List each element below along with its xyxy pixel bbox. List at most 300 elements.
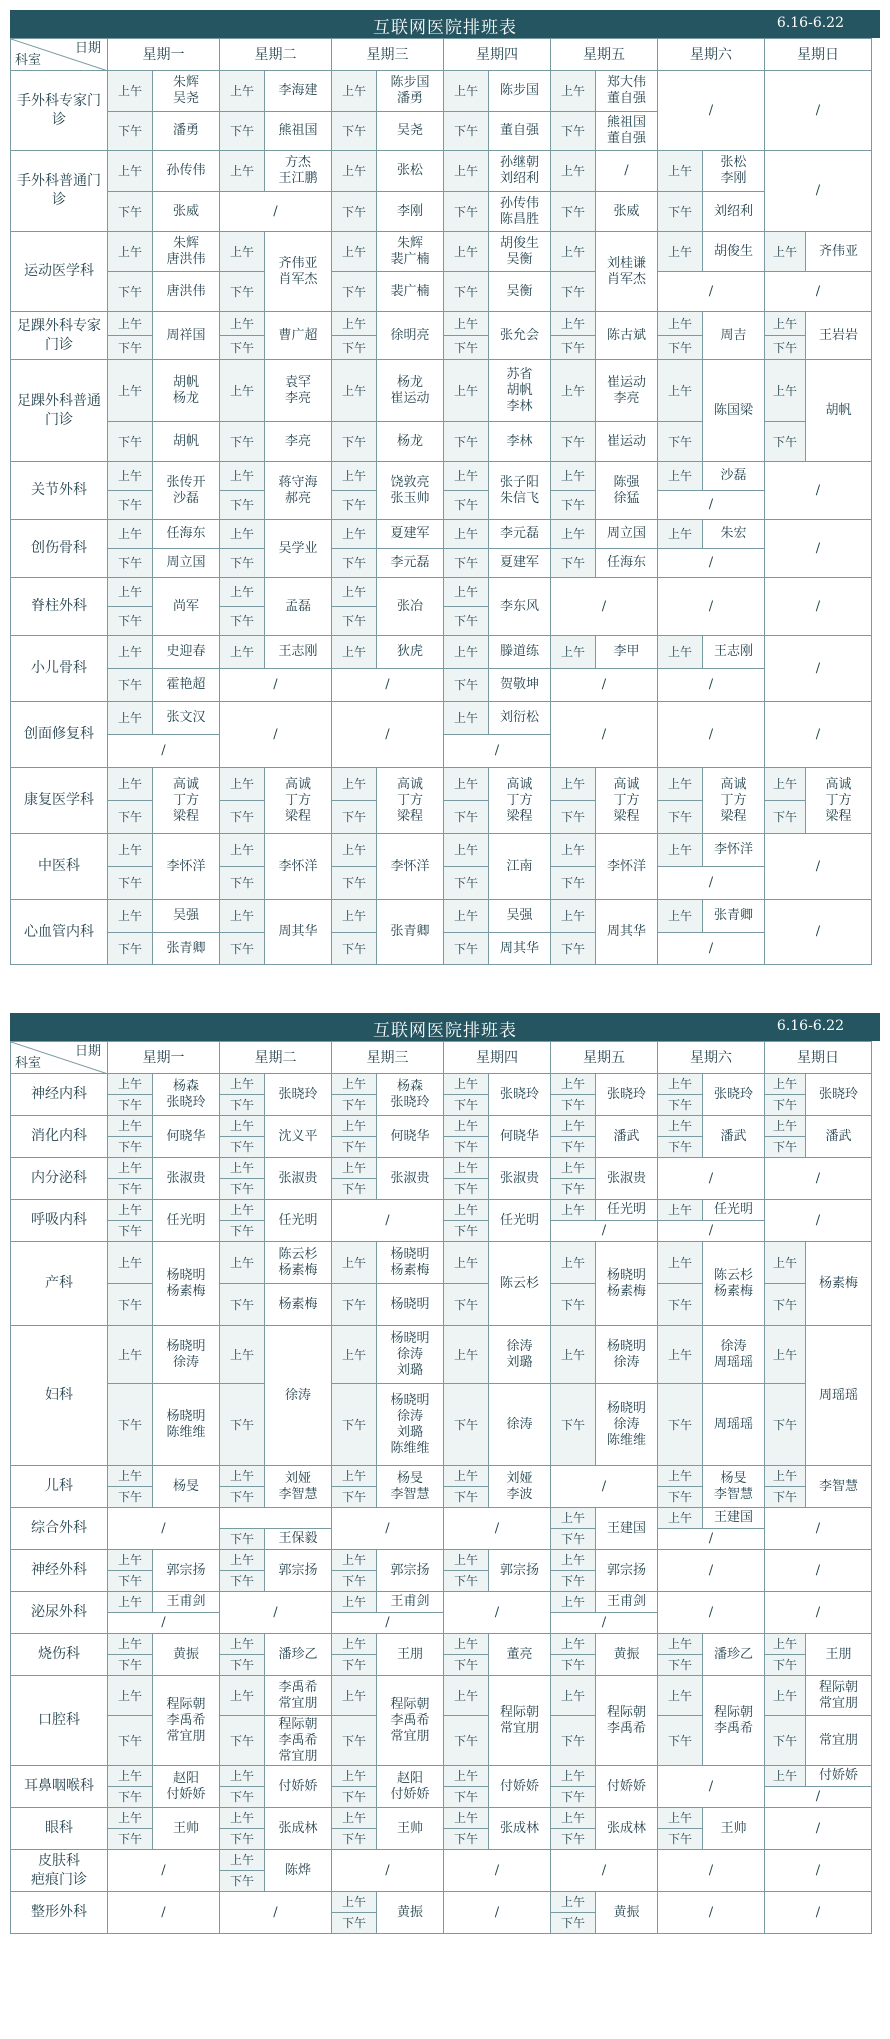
doctor-names: 尚军 [153,578,220,636]
no-schedule-cell: / [220,702,332,768]
session-am: 上午 [658,360,703,422]
session-am: 上午 [444,1808,489,1829]
day-header: 星期二 [220,1042,332,1074]
doctor-names: 滕道练 [489,636,551,669]
dept-name: 神经外科 [11,1550,108,1592]
doctor-names: 潘珍乙 [265,1634,332,1676]
no-schedule-cell: / [765,272,872,312]
doctor-names: 潘武 [596,1116,658,1158]
doctor-names: 张子阳 朱信飞 [489,462,551,520]
session-am: 上午 [220,360,265,422]
session-pm: 下午 [658,1716,703,1766]
session-pm: 下午 [658,801,703,834]
dept-row-am [11,312,872,336]
no-schedule-cell: / [765,702,872,768]
doctor-names: 黄振 [153,1634,220,1676]
doctor-names: 王甫剑 [596,1592,658,1613]
session-am: 上午 [551,312,596,336]
session-am: 上午 [220,1158,265,1179]
doctor-names: 胡帆 [153,422,220,462]
session-pm: 下午 [332,336,377,360]
doctor-names: 张成林 [596,1808,658,1850]
session-am: 上午 [332,1634,377,1655]
session-am: 上午 [551,151,596,192]
doctor-names: 饶敦亮 张玉帅 [377,462,444,520]
session-am: 上午 [658,1808,703,1829]
session-am: 上午 [444,768,489,801]
doctor-names: 杨晓明 徐涛 [596,1326,658,1384]
doctor-names: 杨晓明 杨素梅 [377,1242,444,1284]
no-schedule-cell: / [658,1529,765,1550]
doctor-names: 张淑贵 [377,1158,444,1200]
doctor-names: 张晓玲 [806,1074,872,1116]
session-am: 上午 [551,1550,596,1571]
session-am: 上午 [108,1676,153,1716]
doctor-names: 常宜朋 [806,1716,872,1766]
session-am: 上午 [220,578,265,607]
no-schedule-cell: / [765,1550,872,1592]
session-pm: 下午 [444,1655,489,1676]
dept-row-am [11,462,872,491]
no-schedule-cell: / [765,151,872,232]
session-pm: 下午 [108,1571,153,1592]
doctor-names: / [596,151,658,192]
doctor-names: 陈烨 [265,1850,332,1892]
session-am: 上午 [332,1766,377,1787]
session-am: 上午 [551,1326,596,1384]
doctor-names: 陈步国 [489,71,551,112]
no-schedule-cell: / [220,192,332,232]
session-am: 上午 [220,71,265,112]
session-am: 上午 [108,462,153,491]
schedule-table-2 [10,1041,872,1934]
session-pm: 下午 [108,1787,153,1808]
session-am: 上午 [220,1200,265,1221]
no-schedule-cell: / [444,1850,551,1892]
no-schedule-cell: / [658,1221,765,1242]
doctor-names: 朱辉 吴尧 [153,71,220,112]
no-schedule-cell: / [444,1508,551,1550]
doctor-names: 赵阳 付娇娇 [377,1766,444,1808]
dept-row-am [11,1676,872,1716]
session-am: 上午 [551,1766,596,1787]
doctor-names: 陈步国 潘勇 [377,71,444,112]
session-pm: 下午 [108,1655,153,1676]
dept-row-am [11,1466,872,1487]
doctor-names: 王帅 [377,1808,444,1850]
doctor-names: 杨旻 李智慧 [703,1466,765,1508]
doctor-names: 任光明 [265,1200,332,1242]
session-am: 上午 [444,1158,489,1179]
dept-name: 整形外科 [11,1892,108,1934]
no-schedule-cell: / [765,71,872,151]
session-am: 上午 [220,1466,265,1487]
doctor-names: 徐涛 [265,1326,332,1466]
session-pm: 下午 [765,801,806,834]
doctor-names: 周立国 [153,549,220,578]
dept-row-am [11,1074,872,1095]
doctor-names: 周瑶瑶 [806,1326,872,1466]
doctor-names: 杨旻 李智慧 [377,1466,444,1508]
doctor-names: 李东风 [489,578,551,636]
date-range: 6.16-6.22 [776,15,844,31]
doctor-names: 高诚 丁方 梁程 [596,768,658,834]
dept-row-am [11,834,872,867]
session-pm: 下午 [444,1284,489,1326]
session-am: 上午 [332,1326,377,1384]
corner-dept-label: 科室 [15,53,42,68]
doctor-names: 齐伟亚 肖军杰 [265,232,332,312]
doctor-names: 狄虎 [377,636,444,669]
doctor-names: 何晓华 [377,1116,444,1158]
doctor-names: 陈云杉 [489,1242,551,1326]
session-am: 上午 [551,636,596,669]
session-am: 上午 [444,702,489,735]
doctor-names: 高诚 丁方 梁程 [489,768,551,834]
doctor-names: 吴强 [153,900,220,933]
no-schedule-cell: / [765,834,872,900]
doctor-names: 张成林 [489,1808,551,1850]
session-am: 上午 [444,834,489,867]
session-pm: 下午 [444,112,489,151]
session-pm: 下午 [220,1529,265,1550]
doctor-names: 王建国 [703,1508,765,1529]
doctor-names: 郭宗扬 [153,1550,220,1592]
doctor-names: 张冶 [377,578,444,636]
doctor-names: 黄振 [377,1892,444,1934]
session-am: 上午 [551,1634,596,1655]
doctor-names: 付娇娇 [596,1766,658,1808]
session-pm: 下午 [444,422,489,462]
session-pm: 下午 [220,801,265,834]
session-pm: 下午 [220,1571,265,1592]
doctor-names: 付娇娇 [806,1766,872,1787]
session-pm: 下午 [551,272,596,312]
session-pm: 下午 [332,1137,377,1158]
session-pm: 下午 [765,1655,806,1676]
doctor-names: 潘珍乙 [703,1634,765,1676]
doctor-names: 郭宗扬 [596,1550,658,1592]
doctor-names: 何晓华 [489,1116,551,1158]
session-am: 上午 [551,71,596,112]
session-pm: 下午 [220,1137,265,1158]
doctor-names: 胡帆 杨龙 [153,360,220,422]
session-am: 上午 [765,360,806,422]
corner-cell [11,1042,108,1074]
session-pm: 下午 [220,491,265,520]
doctor-names: 程际朝 常宜朋 [489,1676,551,1766]
session-pm: 下午 [220,1384,265,1466]
session-pm: 下午 [444,607,489,636]
session-am: 上午 [108,1158,153,1179]
doctor-names: 朱宏 [703,520,765,549]
doctor-names: 黄振 [596,1634,658,1676]
doctor-names: 史迎春 [153,636,220,669]
session-pm: 下午 [332,1716,377,1766]
dept-row-pm [11,669,872,702]
doctor-names: 李怀洋 [703,834,765,867]
session-pm: 下午 [444,1179,489,1200]
session-pm: 下午 [108,1487,153,1508]
doctor-names: 周祥国 [153,312,220,360]
doctor-names: 郭宗扬 [265,1550,332,1592]
doctor-names: 张青卿 [703,900,765,933]
doctor-names: 潘勇 [153,112,220,151]
doctor-names: 陈强 徐猛 [596,462,658,520]
doctor-names: 张威 [153,192,220,232]
doctor-names: 周其华 [489,933,551,965]
session-pm: 下午 [332,933,377,965]
doctor-names: 杨森 张晓玲 [153,1074,220,1116]
session-pm: 下午 [220,1829,265,1850]
doctor-names: 苏省 胡帆 李林 [489,360,551,422]
dept-name: 中医科 [11,834,108,900]
doctor-names: 周瑶瑶 [703,1384,765,1466]
doctor-names: 熊祖国 董自强 [596,112,658,151]
doctor-names: 杨晓明 杨素梅 [596,1242,658,1326]
session-pm: 下午 [444,933,489,965]
session-am: 上午 [658,1508,703,1529]
session-pm: 下午 [332,1571,377,1592]
session-am: 上午 [332,1550,377,1571]
session-am: 上午 [658,834,703,867]
dept-name: 足踝外科专家门诊 [11,312,108,360]
session-pm: 下午 [444,801,489,834]
doctor-names: 张威 [596,192,658,232]
doctor-names: 程际朝 李禹希 常宜朋 [265,1716,332,1766]
session-pm: 下午 [108,1095,153,1116]
session-am: 上午 [444,1634,489,1655]
session-pm: 下午 [220,549,265,578]
doctor-names: 王甫剑 [153,1592,220,1613]
session-pm: 下午 [444,1137,489,1158]
no-schedule-cell: / [658,71,765,151]
day-header: 星期日 [765,1042,872,1074]
doctor-names: 李元磊 [377,549,444,578]
session-pm: 下午 [444,1571,489,1592]
doctor-names: 杨龙 [377,422,444,462]
doctor-names: 李刚 [377,192,444,232]
no-schedule-cell: / [332,1200,444,1242]
doctor-names: 刘绍利 [703,192,765,232]
session-am: 上午 [332,636,377,669]
doctor-names: 李禹希 常宜朋 [265,1676,332,1716]
no-schedule-cell: / [658,702,765,768]
doctor-names: 王帅 [153,1808,220,1850]
no-schedule-cell: / [658,669,765,702]
doctor-names: 周其华 [265,900,332,965]
doctor-names: 张淑贵 [153,1158,220,1200]
doctor-names: 董亮 [489,1634,551,1676]
session-pm: 下午 [332,1487,377,1508]
session-am: 上午 [108,1550,153,1571]
doctor-names: 蒋守海 郝亮 [265,462,332,520]
doctor-names: 李海建 [265,71,332,112]
doctor-names: 李甲 [596,636,658,669]
doctor-names: 熊祖国 [265,112,332,151]
no-schedule-cell: / [551,1850,658,1892]
session-am: 上午 [444,636,489,669]
doctor-names: 郑大伟 董自强 [596,71,658,112]
session-pm: 下午 [551,1179,596,1200]
session-am: 上午 [108,1634,153,1655]
session-am: 上午 [220,232,265,272]
doctor-names: 徐明亮 [377,312,444,360]
session-pm: 下午 [444,1384,489,1466]
session-pm: 下午 [444,192,489,232]
session-am: 上午 [332,768,377,801]
doctor-names: 胡俊生 [703,232,765,272]
session-am: 上午 [332,232,377,272]
page-title: 互联网医院排班表 [373,18,517,38]
doctor-names: 胡俊生 吴衡 [489,232,551,272]
no-schedule-cell: / [332,702,444,768]
corner-date-label: 日期 [74,1044,101,1059]
session-am: 上午 [658,1200,703,1221]
no-schedule-cell: / [551,669,658,702]
session-pm: 下午 [551,549,596,578]
schedule-table-1 [10,38,872,965]
session-pm: 下午 [108,491,153,520]
session-pm: 下午 [658,1487,703,1508]
no-schedule-cell: / [658,1550,765,1592]
doctor-names: 程际朝 李禹希 [596,1676,658,1766]
dept-row-am [11,578,872,607]
session-am: 上午 [108,1808,153,1829]
doctor-names: 付娇娇 [489,1766,551,1808]
doctor-names: 陈云杉 杨素梅 [703,1242,765,1326]
session-am: 上午 [444,1676,489,1716]
no-schedule-cell: / [332,1850,444,1892]
session-pm: 下午 [332,1384,377,1466]
session-pm: 下午 [332,272,377,312]
dept-row-pm [11,272,872,312]
session-am: 上午 [444,232,489,272]
no-schedule-cell: / [108,735,220,768]
dept-row-am [11,900,872,933]
session-am: 上午 [765,1676,806,1716]
doctor-names: 程际朝 李禹希 常宜朋 [153,1676,220,1766]
session-am: 上午 [658,1634,703,1655]
day-header: 星期一 [108,1042,220,1074]
doctor-names: 杨晓明 徐涛 刘璐 陈维维 [377,1384,444,1466]
session-pm: 下午 [765,1384,806,1466]
session-am: 上午 [332,1466,377,1487]
session-am: 上午 [658,1466,703,1487]
doctor-names: 王志刚 [703,636,765,669]
dept-row-am [11,1242,872,1284]
doctor-names: 刘娅 李智慧 [265,1466,332,1508]
session-pm: 下午 [765,1487,806,1508]
session-am: 上午 [332,1158,377,1179]
session-pm: 下午 [551,1284,596,1326]
doctor-names: 杨晓明 徐涛 [153,1326,220,1384]
no-schedule-cell: / [108,1892,220,1934]
session-pm: 下午 [551,1571,596,1592]
session-pm: 下午 [444,272,489,312]
doctor-names: 郭宗扬 [489,1550,551,1592]
session-am: 上午 [108,1592,153,1613]
session-am: 上午 [658,1326,703,1384]
dept-name: 创面修复科 [11,702,108,768]
doctor-names: 高诚 丁方 梁程 [153,768,220,834]
session-am: 上午 [444,1200,489,1221]
doctor-names: 夏建军 [377,520,444,549]
no-schedule-cell: / [658,578,765,636]
session-am: 上午 [108,636,153,669]
session-am: 上午 [220,312,265,336]
doctor-names: 吴强 [489,900,551,933]
no-schedule-cell: / [765,462,872,520]
dept-name: 关节外科 [11,462,108,520]
doctor-names: 吴学业 [265,520,332,578]
no-schedule-cell: / [220,669,332,702]
no-schedule-cell: / [332,1613,444,1634]
doctor-names: 张淑贵 [265,1158,332,1200]
dept-row-am [11,151,872,192]
session-am: 上午 [765,1326,806,1384]
session-pm: 下午 [108,549,153,578]
no-schedule-cell: / [220,1592,332,1634]
session-pm: 下午 [551,1787,596,1808]
doctor-names: 周吉 [703,312,765,360]
no-schedule-cell: / [658,272,765,312]
session-am: 上午 [220,1634,265,1655]
session-pm: 下午 [444,1829,489,1850]
session-am: 上午 [332,1592,377,1613]
session-am: 上午 [220,1242,265,1284]
session-am: 上午 [108,834,153,867]
session-am: 上午 [444,1766,489,1787]
session-am: 上午 [444,900,489,933]
session-am: 上午 [551,1200,596,1221]
session-am: 上午 [551,1116,596,1137]
dept-name: 烧伤科 [11,1634,108,1676]
session-pm: 下午 [332,192,377,232]
session-pm: 下午 [551,112,596,151]
session-am: 上午 [658,1116,703,1137]
session-pm: 下午 [551,867,596,900]
doctor-names: 崔运动 李亮 [596,360,658,422]
doctor-names: 陈国梁 [703,360,765,462]
session-pm: 下午 [332,549,377,578]
session-pm: 下午 [444,867,489,900]
doctor-names: 张允会 [489,312,551,360]
no-schedule-cell: / [765,578,872,636]
session-pm: 下午 [332,112,377,151]
session-am: 上午 [332,360,377,422]
dept-row-am [11,520,872,549]
doctor-names: 任海东 [596,549,658,578]
session-am: 上午 [220,1850,265,1871]
session-pm: 下午 [551,1095,596,1116]
session-pm: 下午 [108,801,153,834]
doctor-names: 任海东 [153,520,220,549]
doctor-names: 任光明 [489,1200,551,1242]
title-bar [10,1013,880,1041]
no-schedule-cell: / [765,1508,872,1550]
session-am: 上午 [551,1508,596,1529]
session-am: 上午 [551,1808,596,1829]
session-am: 上午 [444,520,489,549]
doctor-names: 王志刚 [265,636,332,669]
doctor-names: 胡帆 [806,360,872,462]
session-pm: 下午 [108,669,153,702]
session-am: 上午 [332,1808,377,1829]
session-pm: 下午 [444,1221,489,1242]
doctor-names: 刘娅 李波 [489,1466,551,1508]
session-pm: 下午 [765,1095,806,1116]
